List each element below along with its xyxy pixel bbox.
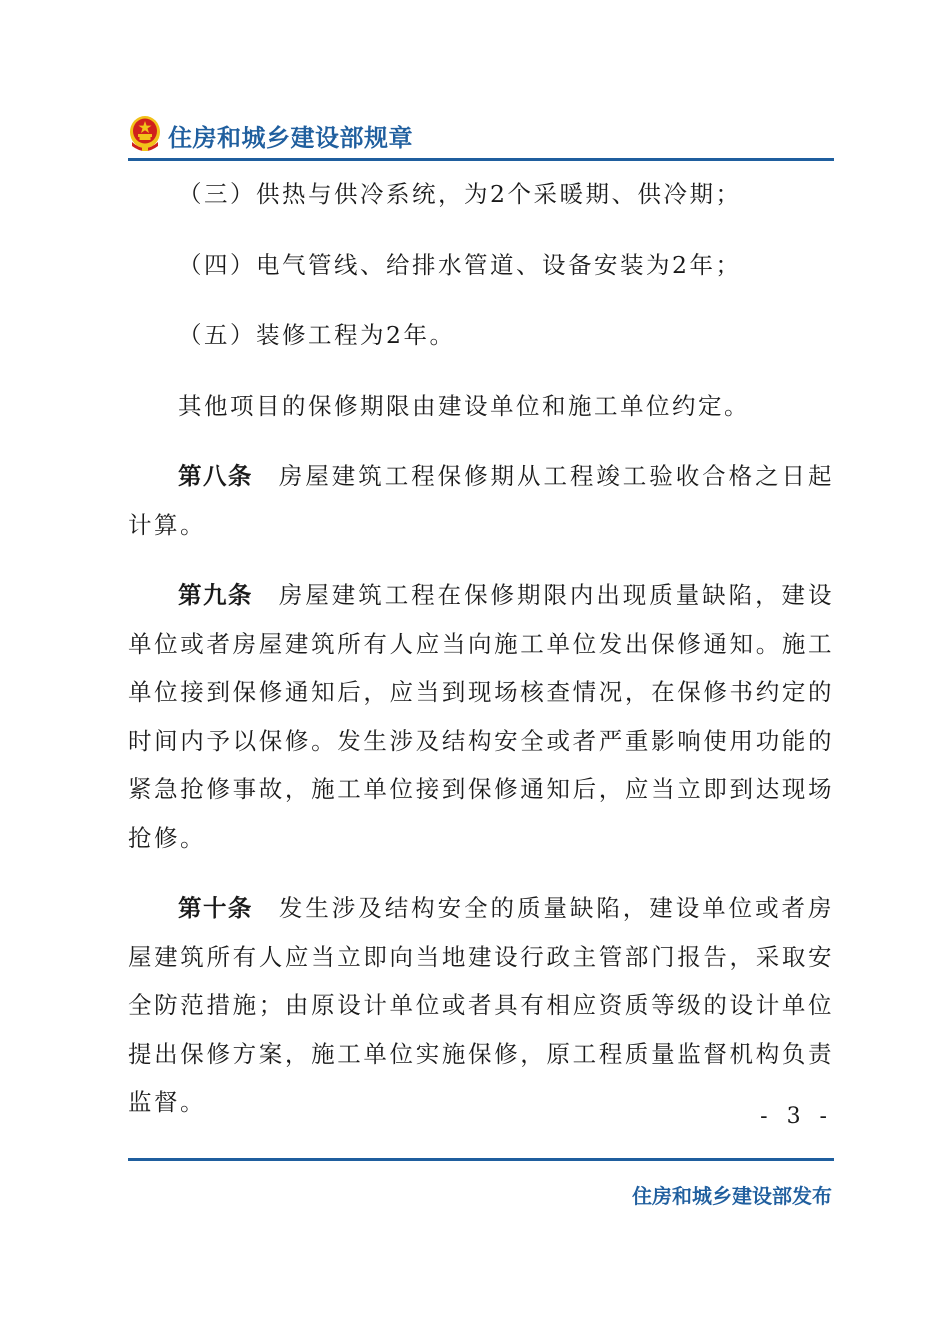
article-text: 房屋建筑工程在保修期限内出现质量缺陷，建设单位或者房屋建筑所有人应当向施工单位发出保修通知。施工单位接到保修通知后，应当到现场核查情况，在保修书约定的时间内予以保修。发生涉及结构安全或者严重影响使用功能的紧急抢修事故，施工单位接到保修通知后，应当立即到达现场抢修。: [128, 581, 835, 852]
page-number: - 3 -: [760, 1104, 833, 1129]
article-number: 第十条: [178, 894, 253, 922]
article-text: 房屋建筑工程保修期从工程竣工验收合格之日起计算。: [128, 462, 835, 539]
footer-publisher: 住房和城乡建设部发布: [632, 1184, 832, 1208]
paragraph-text: （五）装修工程为2年。: [178, 321, 456, 349]
article-10: [128, 884, 834, 1127]
page-header: [128, 112, 834, 161]
national-emblem-icon: [128, 114, 162, 152]
article-9: [128, 571, 834, 862]
paragraph: [128, 241, 834, 290]
article-number: 第八条: [178, 462, 253, 490]
header-title: 住房和城乡建设部规章: [168, 124, 413, 152]
paragraph: [128, 311, 834, 360]
paragraph-text: （四）电气管线、给排水管道、设备安装为2年；: [178, 250, 742, 279]
paragraph-text: （三）供热与供冷系统，为2个采暖期、供冷期；: [178, 180, 742, 208]
paragraph-text: 其他项目的保修期限由建设单位和施工单位约定。: [178, 391, 750, 420]
article-number: 第九条: [178, 581, 253, 609]
article-8: [128, 452, 834, 549]
document-body: [128, 170, 834, 1149]
article-text: 发生涉及结构安全的质量缺陷，建设单位或者房屋建筑所有人应当立即向当地建设行政主管部门报告，采取安全防范措施；由原设计单位或者具有相应资质等级的设计单位提出保修方案，施工单位实施保修，原工程质量监督机构负责监督。: [128, 894, 835, 1116]
paragraph: [128, 382, 834, 431]
footer-divider: [128, 1158, 834, 1161]
paragraph: [128, 170, 834, 219]
